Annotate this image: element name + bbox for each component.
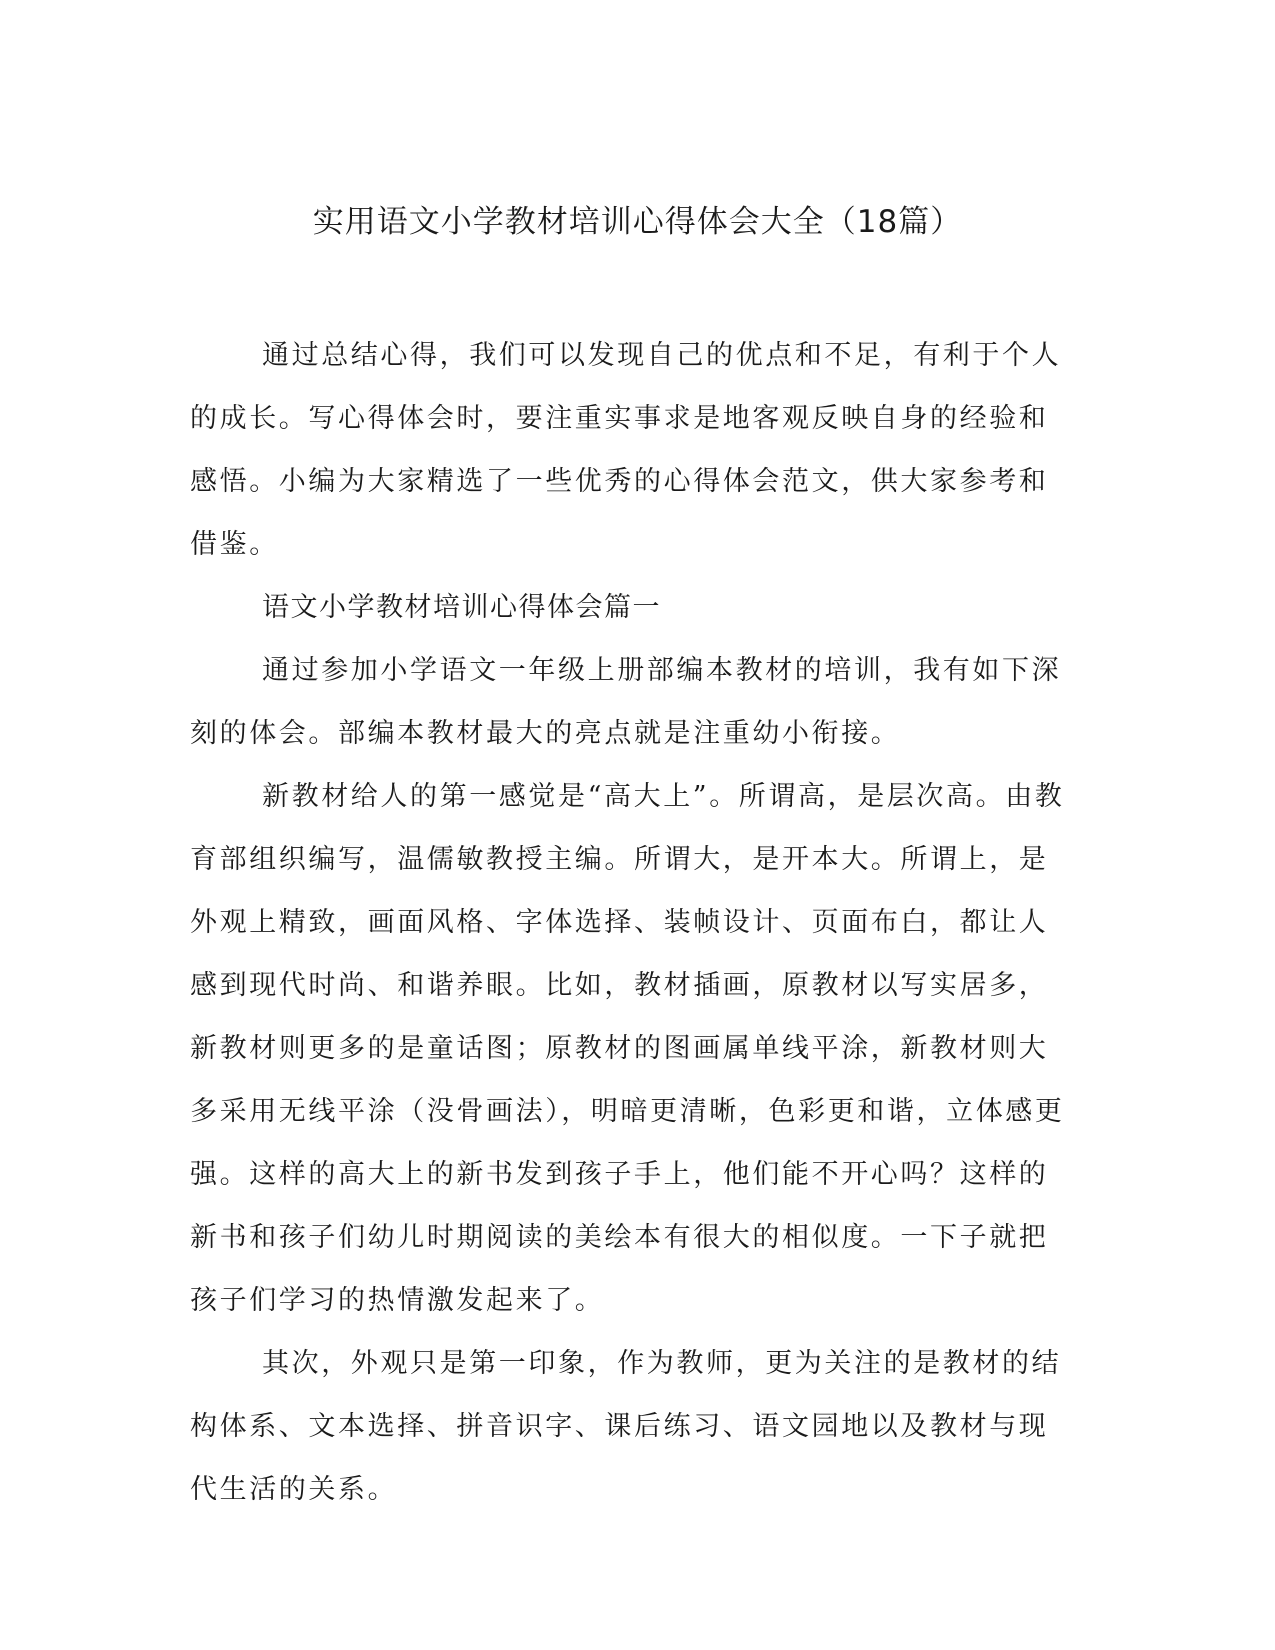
body-paragraph: 其次，外观只是第一印象，作为教师，更为关注的是教材的结构体系、文本选择、拼音识字、课后练习、语文园地以及教材与现代生活的关系。 [190,1348,1062,1505]
document-title: 实用语文小学教材培训心得体会大全（18篇） [312,204,963,240]
intro-paragraph: 通过总结心得，我们可以发现自己的优点和不足，有利于个人的成长。写心得体会时，要注重实事求是地客观反映自身的经验和感悟。小编为大家精选了一些优秀的心得体会范文，供大家参考和借鉴。 [190,340,1062,560]
section-heading: 语文小学教材培训心得体会篇一 [262,592,661,623]
body-paragraph: 通过参加小学语文一年级上册部编本教材的培训，我有如下深刻的体会。部编本教材最大的亮点就是注重幼小衔接。 [190,655,1062,749]
document-body [190,324,1070,1521]
body-paragraph: 新教材给人的第一感觉是“高大上”。所谓高，是层次高。由教育部组织编写，温儒敏教授主编。所谓大，是开本大。所谓上，是外观上精致，画面风格、字体选择、装帧设计、页面布白，都让人感到现代时尚、和谐养眼。比如，教材插画，原教材以写实居多，新教材则更多的是童话图；原教材的图画属单线平涂，新教材则大多采用无线平涂（没骨画法），明暗更清晰，色彩更和谐，立体感更强。这样的高大上的新书发到孩子手上，他们能不开心吗？这样的新书和孩子们幼儿时期阅读的美绘本有很大的相似度。一下子就把孩子们学习的热情激发起来了。 [190,781,1065,1316]
